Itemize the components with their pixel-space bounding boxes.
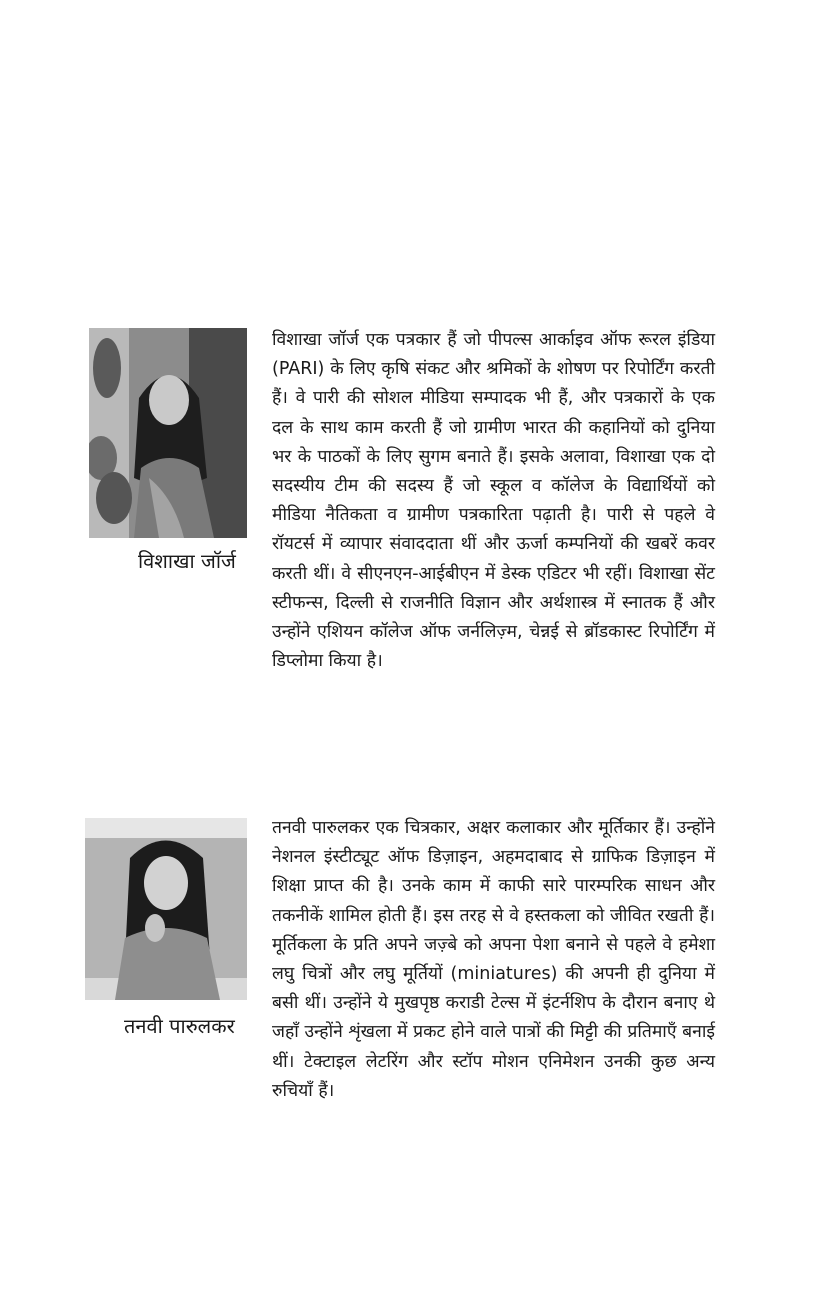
author-bio-text: विशाखा जॉर्ज एक पत्रकार हैं जो पीपल्स आर्काइव ऑफ रूरल इंडिया (PARI) के लिए कृषि संकट और श्रमिकों के शोषण पर रिपोर्टिंग करती हैं। वे पारी की सोशल मीडिया सम्पादक भी हैं, और पत्रकारों के एक दल के साथ काम करती हैं जो ग्रामीण भारत की कहानियों को दुनिया भर के पाठकों के लिए सुगम बनाते हैं। इसके अलावा, विशाखा एक दो सदस्यीय टीम की सदस्य हैं जो स्कूल व कॉलेज के विद्यार्थियों को मीडिया नैतिकता व ग्रामीण पत्रकारिता पढ़ाती है। पारी से पहले वे रॉयटर्स में व्यापार संवाददाता थीं और ऊर्जा कम्पनियों की खबरें कवर करती थीं। वे सीएनएन-आईबीएन में डेस्क एडिटर भी रहीं। विशाखा सेंट स्टीफन्स, दिल्ली से राजनीति विज्ञान और अर्थशास्त्र में स्नातक हैं और उन्होंने एशियन कॉलेज ऑफ जर्नलिज़्म, चेन्नई से ब्रॉडकास्ट रिपोर्टिंग में डिप्लोमा किया है। [272, 330, 715, 672]
author-photo-illustration [89, 328, 247, 538]
illustrator-bio-text: तनवी पारुलकर एक चित्रकार, अक्षर कलाकार और मूर्तिकार हैं। उन्होंने नेशनल इंस्टीट्यूट ऑफ डिज़ाइन, अहमदाबाद से ग्राफिक डिज़ाइन में शिक्षा प्राप्त की है। उनके काम में काफी सारे पारम्परिक साधन और तकनीकें शामिल होती हैं। इस तरह से वे हस्तकला को जीवित रखती हैं। मूर्तिकला के प्रति अपने जज़्बे को अपना पेशा बनाने से पहले वे हमेशा लघु चित्रों और लघु मूर्तियों (miniatures) की अपनी ही दुनिया में बसी थीं। उन्होंने ये मुखपृष्ठ कराडी टेल्स में इंटर्नशिप के दौरान बनाए थे जहाँ उन्होंने शृंखला में प्रकट होने वाले पात्रों की मिट्टी की प्रतिमाएँ बनाई थीं। टेक्टाइल लेटरिंग और स्टॉप मोशन एनिमेशन उनकी कुछ अन्य रुचियाँ हैं। [272, 818, 715, 1101]
author-photo [89, 328, 247, 538]
author-name: विशाखा जॉर्ज [138, 549, 236, 573]
illustrator-photo [85, 818, 247, 1000]
illustrator-name: तनवी पारुलकर [124, 1014, 235, 1038]
illustrator-photo-illustration [85, 818, 247, 1000]
